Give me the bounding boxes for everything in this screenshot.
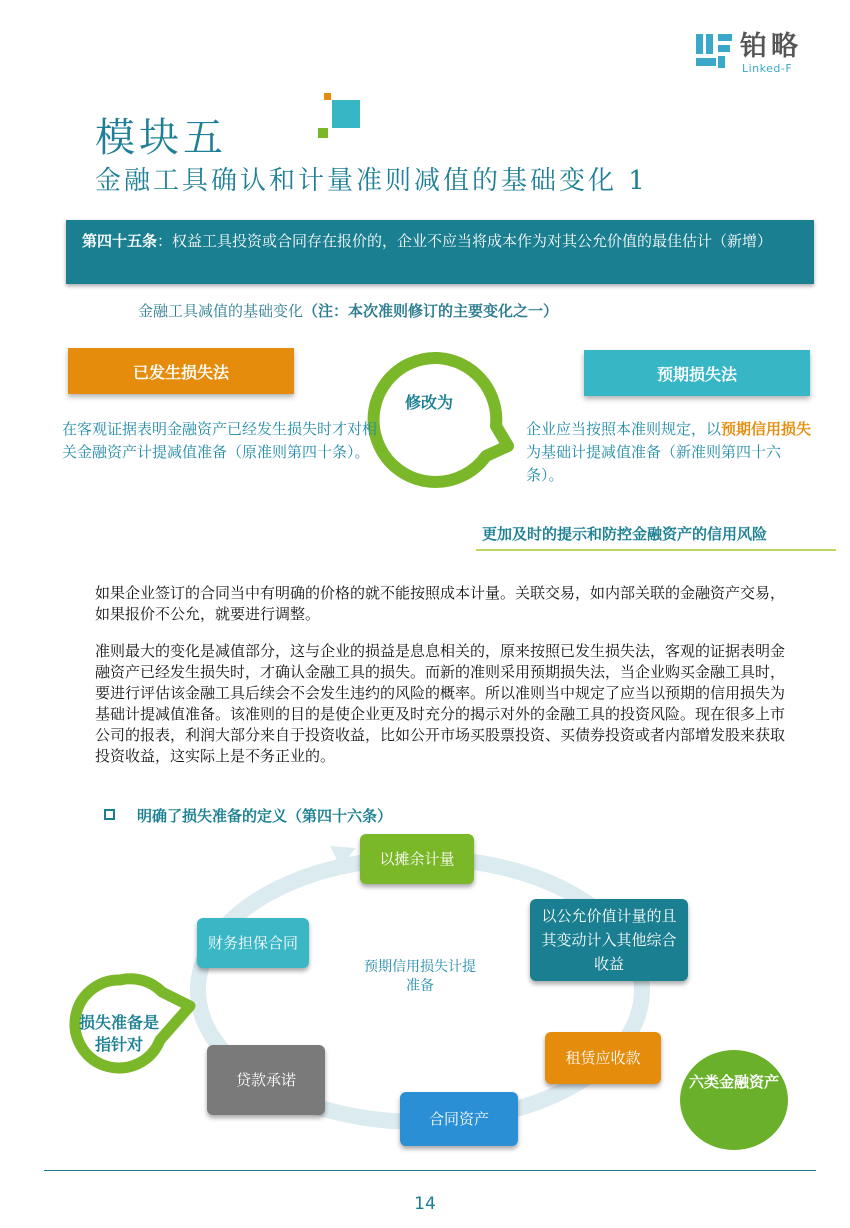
paragraph: 准则最大的变化是减值部分，这与企业的损益是息息相关的，原来按照已发生损失法，客观的证据表明金融资产已经发生损失时，才确认金融工具的损失。而新的准则采用预期损失法，当企业购买金融工具时，要进行评估该金融工具后续会不会发生违约的风险的概率。所以准则当中规定了应当以预期的信用损失为基础计提减值准备。该准则的目的是使企业更及时充分的揭示对外的金融工具的投资风险。现在很多上市公司的报表，利润大部分来自于投资收益，比如公开市场买股票投资、买债券投资或者内部增发股来获取投资收益，这实际上是不务正业的。 [95, 642, 786, 765]
section-heading-note: （注：本次准则修订的主要变化之一） [303, 302, 559, 320]
desc-text: 企业应当按照本准则规定，以 [526, 420, 722, 438]
node-lease-receivable: 租赁应收款 [545, 1032, 661, 1084]
loss-callout-label: 损失准备是指针对 [78, 1013, 159, 1054]
logo-english-name: Linked-F [742, 62, 793, 75]
node-amortized-cost: 以摊余计量 [360, 834, 474, 884]
modify-label: 修改为 [404, 393, 453, 412]
desc-text: 为基础计提减值准备（新准则第四十六条）。 [526, 443, 782, 484]
module-title: 模块五 [95, 115, 227, 161]
page-number: 14 [414, 1194, 436, 1214]
incurred-loss-tag: 已发生损失法 [68, 348, 294, 394]
six-class-label: 六类金融资产 [688, 1073, 779, 1091]
node-loan-commitment: 贷款承诺 [207, 1045, 325, 1115]
node-financial-guarantee: 财务担保合同 [197, 918, 309, 968]
six-class-circle [680, 1050, 788, 1150]
module-subtitle: 金融工具确认和计量准则减值的基础变化 1 [95, 166, 648, 196]
logo-chinese-name: 铂略 [740, 31, 802, 62]
bullet-heading-text: 明确了损失准备的定义（第四十六条） [137, 807, 393, 825]
footer-divider [44, 1170, 816, 1171]
node-fair-value-oci: 以公允价值计量的且其变动计入其他综合收益 [530, 899, 688, 981]
risk-note: 更加及时的提示和防控金融资产的信用风险 [482, 525, 768, 543]
incurred-loss-description: 在客观证据表明金融资产已经发生损失时才对相关金融资产计提减值准备（原准则第四十条）。 [62, 420, 378, 461]
article-number: 第四十五条 [82, 232, 158, 250]
expected-loss-tag: 预期损失法 [584, 350, 810, 396]
section-heading-text: 金融工具减值的基础变化 [138, 302, 304, 320]
article-content: ：权益工具投资或合同存在报价的，企业不应当将成本作为对其公允价值的最佳估计（新增） [157, 232, 773, 250]
desc-highlight: 预期信用损失 [721, 420, 812, 438]
cycle-center-label: 预期信用损失计提准备 [364, 959, 476, 994]
paragraph: 如果企业签订的合同当中有明确的价格的就不能按照成本计量。关联交易，如内部关联的金融资产交易，如果报价不公允，就要进行调整。 [95, 584, 786, 623]
node-contract-asset: 合同资产 [400, 1092, 518, 1146]
